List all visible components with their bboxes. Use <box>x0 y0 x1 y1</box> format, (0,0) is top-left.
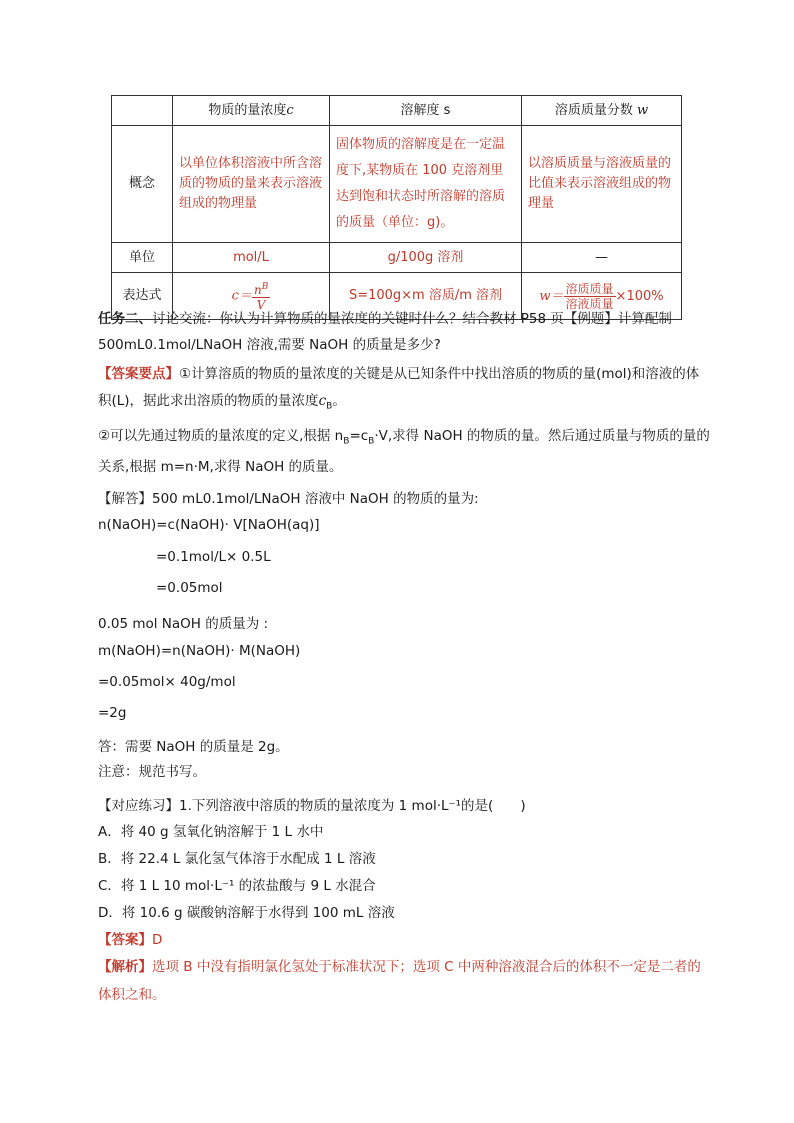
solution-line-7: =0.05mol× 40g/mol <box>98 674 236 690</box>
solution-line-9: 答：需要 NaOH 的质量是 2g。 <box>98 739 289 755</box>
solution-line-6: m(NaOH)=n(NaOH)· M(NaOH) <box>98 643 301 659</box>
comparison-table <box>111 95 682 320</box>
answer-points-text-3: ②可以先通过物质的量浓度的定义,根据 n <box>98 428 344 444</box>
concept-solubility <box>330 126 522 243</box>
answer-points-line-2 <box>98 389 346 412</box>
practice-option-b: B．将 22.4 L 氯化氢气体溶于水配成 1 L 溶液 <box>98 851 376 867</box>
concept-molarity: 以单位体积溶液中所含溶质的物质的量来表示溶液组成的物理量 <box>173 126 330 243</box>
practice-analysis-line-2: 体积之和。 <box>98 987 166 1003</box>
practice-option-d: D．将 10.6 g 碳酸钠溶解于水得到 100 mL 溶液 <box>98 905 395 921</box>
answer-points-text-4: ·V,求得 NaOH 的物质的量。然后通过质量与物质的量的 <box>374 428 710 444</box>
header-molarity-text: 物质的量浓度 <box>208 102 287 118</box>
formula-molarity-num: n <box>253 283 262 297</box>
practice-analysis-label: 【解析】 <box>98 959 152 975</box>
answer-points-end: 。 <box>332 393 346 409</box>
unit-molarity: mol/L <box>173 243 330 273</box>
unit-mass-fraction: — <box>522 243 682 273</box>
row-label-unit: 单位 <box>112 243 173 273</box>
row-label-concept: 概念 <box>112 126 173 243</box>
task-text-1: 讨论交流：你认为计算物质的量浓度的关键时什么？结合教材 P58 页【例题】计算配制 <box>152 311 672 327</box>
solution-line-4: =0.05mol <box>156 580 223 596</box>
answer-points-sub-1: B <box>343 436 350 447</box>
table-header-row <box>112 96 682 126</box>
formula-mf-num: 溶质质量 <box>565 281 614 296</box>
formula-mf-lhs: w＝ <box>539 288 564 304</box>
task-label: 任务二、 <box>98 311 152 327</box>
solution-line-3: =0.1mol/L× 0.5L <box>156 549 271 565</box>
formula-mf-den: 溶液质量 <box>565 296 614 311</box>
solution-line-1: 【解答】500 mL0.1mol/LNaOH 溶液中 NaOH 的物质的量为: <box>98 491 479 507</box>
row-label-formula: 表达式 <box>112 273 173 320</box>
solution-line-2: n(NaOH)=c(NaOH)· V[NaOH(aq)] <box>98 517 320 533</box>
solution-line-8: =2g <box>98 705 127 721</box>
formula-solubility: S=100g×m 溶质/m 溶剂 <box>330 273 522 320</box>
header-solubility: 溶解度 s <box>330 96 522 126</box>
practice-analysis-line-1 <box>98 955 701 975</box>
practice-answer <box>98 928 162 948</box>
table-row-concept <box>112 126 682 243</box>
answer-points-line-1 <box>98 362 699 382</box>
answer-points-var-c: c <box>318 393 327 409</box>
formula-molarity-den: V <box>256 298 266 312</box>
header-mass-fraction-text: 溶质质量分数 <box>554 102 633 118</box>
concept-solubility-text: 固体物质的溶解度是在一定温度下,某物质在 100 克溶剂里达到饱和状态时所溶解的溶质的质量（单位：g)。 <box>336 137 506 230</box>
concept-mass-fraction: 以溶质质量与溶液质量的比值来表示溶液组成的物理量 <box>522 126 682 243</box>
answer-points-label: 【答案要点】 <box>98 366 179 382</box>
task-line-2: 500mL0.1mol/LNaOH 溶液,需要 NaOH 的质量是多少? <box>98 337 441 353</box>
practice-option-a: A．将 40 g 氢氧化钠溶解于 1 L 水中 <box>98 824 324 840</box>
practice-question: 【对应练习】1.下列溶液中溶质的物质的量浓度为 1 mol·L⁻¹的是( ) <box>98 798 526 814</box>
solution-line-10: 注意：规范书写。 <box>98 764 206 780</box>
header-mass-fraction <box>522 96 682 126</box>
unit-solubility: g/100g 溶剂 <box>330 243 522 273</box>
practice-answer-label: 【答案】 <box>98 932 152 948</box>
answer-points-text-1: ①计算溶质的物质的量浓度的关键是从已知条件中找出溶质的物质的量(mol)和溶液的体 <box>179 366 700 382</box>
formula-mf-rhs: ×100% <box>615 288 664 304</box>
corner-cell <box>112 96 173 126</box>
practice-analysis-text-1: 选项 B 中没有指明氯化氢处于标准状况下；选项 C 中两种溶液混合后的体积不一定是二者的 <box>152 959 701 975</box>
formula-molarity-lhs: c＝ <box>231 288 252 304</box>
answer-points-sub-b: B <box>326 401 333 412</box>
answer-points-sub-2: B <box>368 436 375 447</box>
header-mass-fraction-symbol: w <box>637 102 649 118</box>
answer-points-line-4: 关系,根据 m=n·M,求得 NaOH 的质量。 <box>98 459 343 475</box>
formula-molarity-num-sup: B <box>261 282 269 292</box>
table-row-unit <box>112 243 682 273</box>
task-line-1 <box>98 307 672 327</box>
answer-points-mid: =c <box>349 428 369 444</box>
answer-points-line-3 <box>98 424 710 447</box>
practice-option-c: C．将 1 L 10 mol·L⁻¹ 的浓盐酸与 9 L 水混合 <box>98 878 376 894</box>
practice-answer-value: D <box>152 932 163 948</box>
answer-points-text-2: 积(L)，据此求出溶质的物质的量浓度 <box>98 393 319 409</box>
header-molarity <box>173 96 330 126</box>
header-molarity-symbol: c <box>286 102 294 118</box>
solution-line-5: 0.05 mol NaOH 的质量为 : <box>98 616 269 632</box>
